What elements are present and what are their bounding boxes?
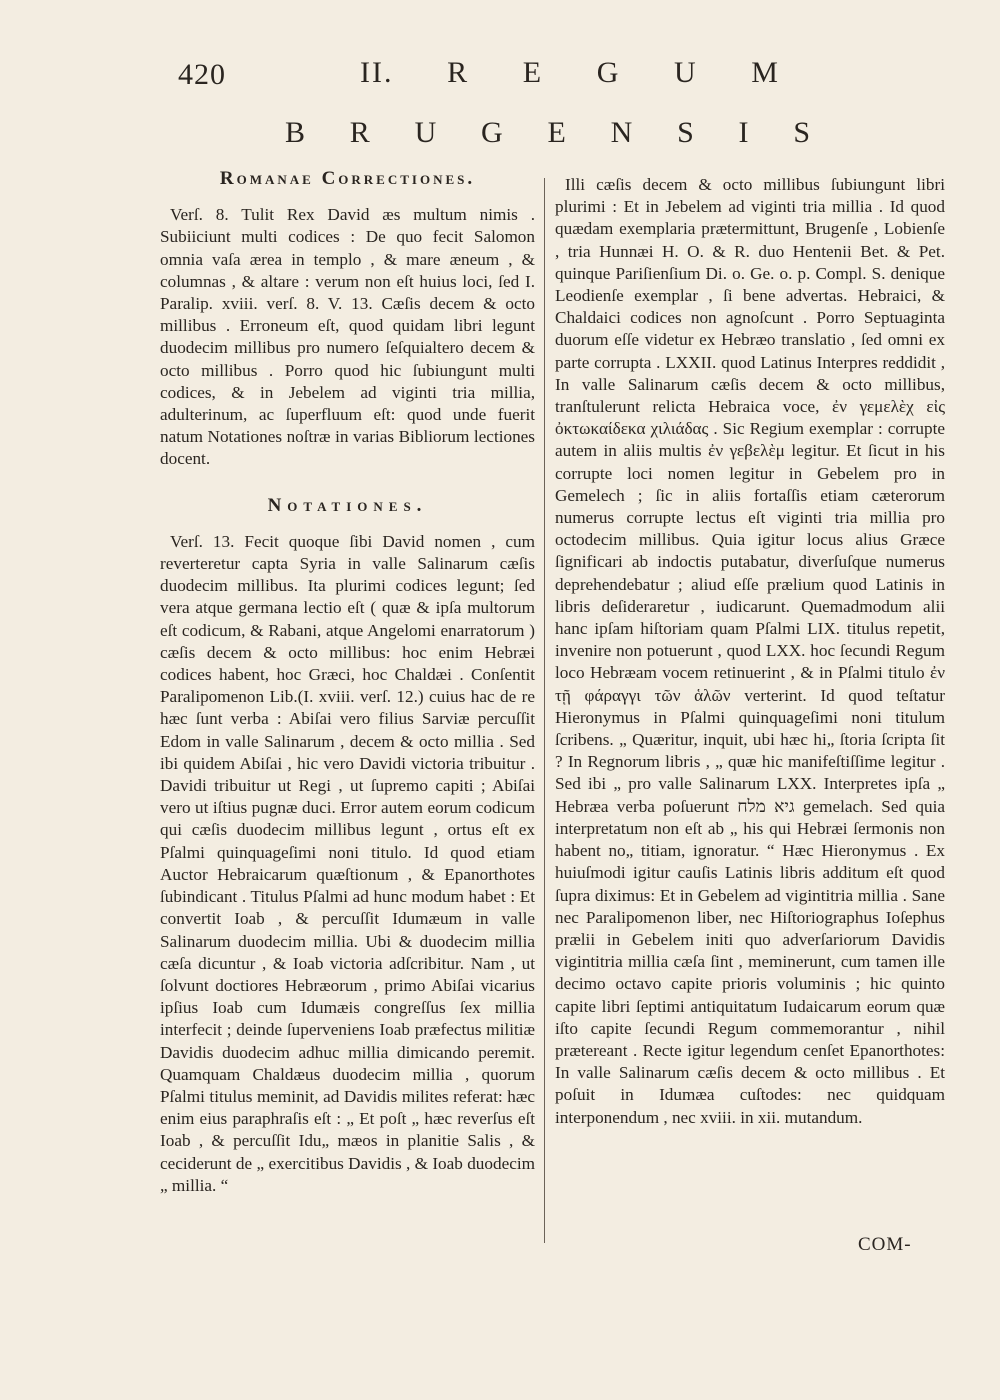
catchword: COM- bbox=[858, 1234, 912, 1255]
running-head-letter: U bbox=[674, 56, 698, 89]
running-head-line2 bbox=[285, 116, 810, 150]
page-number: 420 bbox=[178, 58, 226, 91]
running-head-letter: B bbox=[285, 116, 306, 149]
section-title-romanae-correctiones: Romanae Correctiones. bbox=[219, 168, 476, 189]
running-head-letter: S bbox=[677, 116, 694, 149]
running-head-letter: G bbox=[596, 56, 621, 89]
running-head-letter: I bbox=[738, 116, 749, 149]
running-head-letter: S bbox=[793, 116, 810, 149]
column-divider bbox=[544, 178, 545, 1243]
notationes-paragraph: Verſ. 13. Fecit quoque ſibi David nomen , cum reverteretur capta Syria in valle Salinarum cæſis duodecim millibus. Ita plurimi codices legunt; ſed vera atque germana lectio eſt ( quæ & ipſa multorum eſt codicum, & Rabani, atque Angelomi enarratorum ) cæſis decem & octo millibus: hoc enim Hebræi codices habent, hoc Græci, hoc Chaldæi . Conſentit Paralipomenon Lib.(I. xviii. verſ. 12.) cuius hac de re hæc ſunt verba : Abiſai vero filius Sarviæ percuſſit Edom in valle Salinarum , decem & octo millia . Sed ibi quidem Abiſai , hic vero Davidi victoria tribuitur . Davidi tribuitur ut Regi , ut ſupremo capiti ; Abiſai vero ut iſtius pugnæ duci. Error autem eorum codicum qui cæſis duodecim millibus legunt , ortus eſt ex Pſalmi quinquageſimi noni titulo. Id quod etiam Auctor Hebraicarum quæſtionum , & Epanorthotes ſubindicant . Titulus Pſalmi ad hunc modum habet : Et convertit Ioab , & percuſſit Idumæum in valle Salinarum duodecim millia. Ubi & duodecim millia cæſa dicuntur , & Ioab victoria adſcribitur. Nam , ut ſolvunt doctiores Hebræorum , primo Abiſai vicarius ipſius Ioab cum Idumæis congreſſus ſex millia interfecit ; deinde ſuperveniens Ioab præfectus militiæ Davidis duodecim adhuc millia dimicando peremit. Quamquam Chaldæus duodecim millia , quorum Pſalmi titulus meminit, ad Davidis milites referat: hæc enim eius paraphraſis eſt : „ Et poſt „ hæc reverſus eſt Ioab , & percuſſit Idu„ mæos in planitie Salis , & ceciderunt de „ exercitibus Davidis , & Ioab duodecim „ millia. “ bbox=[160, 531, 535, 1195]
correctiones-paragraph: Verſ. 8. Tulit Rex David æs multum nimis . Subiiciunt multi codices : De quo fecit Salomon omnia vaſa ærea in templo , & mare æneum , & columnas , & altare : verum non eſt huius loci, ſed I. Paralip. xviii. verſ. 8. V. 13. Cæſis decem & octo millibus . Erroneum eſt, quod quidam libri legunt duodecim millibus pro numero ſeſquialtero decem & octo millibus . Porro quod hic ſubiungunt multi codices, & in Jebelem ad viginti tria millia, adulterinum, ac ſuperfluum eſt: quod unde fuerit natum Notationes noſtræ in varias Bibliorum lectiones docent. bbox=[160, 205, 535, 469]
running-head bbox=[360, 56, 780, 90]
section-title-notationes: Notationes. bbox=[267, 494, 428, 516]
right-column bbox=[555, 174, 945, 1129]
running-head-letter: N bbox=[610, 116, 633, 149]
running-head-letter: G bbox=[481, 116, 503, 149]
running-head-letter: E bbox=[547, 116, 566, 149]
left-column bbox=[160, 168, 535, 1197]
running-head-letter: II. bbox=[360, 56, 394, 89]
running-head-letter: U bbox=[414, 116, 437, 149]
running-head-letter: M bbox=[751, 56, 780, 89]
running-head-letter: R bbox=[447, 56, 470, 89]
running-head-letter: E bbox=[522, 56, 544, 89]
running-head-letter: R bbox=[349, 116, 370, 149]
right-column-paragraph: Illi cæſis decem & octo millibus ſubiungunt libri plurimi : Et in Jebelem ad viginti tria millia . Id quod quædam exemplaria prætermittunt, Brugenſe , Lobienſe , tria Hunnæi H. O. & R. duo Hentenii Bet. & Pet. quinque Pariſienſium Di. o. Ge. o. p. Compl. S. denique Leodienſe exemplar , ſi bene advertas. Hebraici, & Chaldaici codices non agnoſcunt . Porro Septuaginta duorum eſſe videtur ex Hebræo translatio , ſed omni ex parte corrupta . LXXII. quod Latinus Interpres reddidit , In valle Salinarum cæſis decem & octo millibus, tranſtulerunt relicta Hebraica voce, ἐν γεμελὲχ εἰς ὀκτωκαίδεκα χιλιάδας . Sic Regium exemplar : corrupte autem in aliis multis ἐν γεβελὲμ legitur. Et ſicut in his corrupte loci nomen legitur in Gebelem pro in Gemelech ; ſic in aliis fortaſſis etiam cæterorum numerus corrupte lectus eſt viginti tria millia pro octodecim millibus. Quia igitur locus alius Græce ſignificari ab indoctis putabatur, diverſuſque numerus deprehendebatur ; aliud eſſe prælium quod Latinis in libris deſideraretur , iudicarunt. Quemadmodum alii hanc ipſam hiſtoriam quam Pſalmi LIX. titulus repetit, invenire non potuerunt , quod LXX. hoc ſecundi Regum loco Hebræam vocem retinuerint , & in Pſalmi titulo ἐν τῇ φάραγγι τῶν ἁλῶν verterint. Id quod teſtatur Hieronymus in Pſalmi quinquageſimi noni titulum ſcribens. „ Quæritur, inquit, ubi hæc hi„ ſtoria ſcripta ſit ? In Regnorum libris , „ quæ hic manifeſtiſſime legitur . Sed ibi „ pro valle Salinarum LXX. Interpretes ipſa „ Hebræa verba poſuerunt גיא מלח gemelach. Sed quia interpretatum non eſt ab „ his qui Hebræi ſermonis non habent no„ titiam, ignoratur. “ Hæc Hieronymus . Ex huiuſmodi igitur cauſis Latinis libris additum eſt quod ſupra diximus: Et in Gebelem ad vigintitria millia . Sane nec Paralipomenon liber, nec Hiſtoriographus Ioſephus prælii in Gebelem initi quo adverſariorum Davidis vigintitria millia cæſa ſint , meminerunt, cum tamen ille decimo octavo capite prioris voluminis ; hic quinto capite libri ſeptimi antiquitatum Iudaicarum eorum quæ iſto capite ſecundi Regum commemorantur , nihil prætereant . Recte igitur legendum cenſet Epanorthotes: In valle Salinarum cæſis decem & octo millibus . Et poſuit in Idumæa cuſtodes: nec quidquam interponendum , nec xviii. in xii. mutandum. bbox=[555, 175, 945, 1127]
